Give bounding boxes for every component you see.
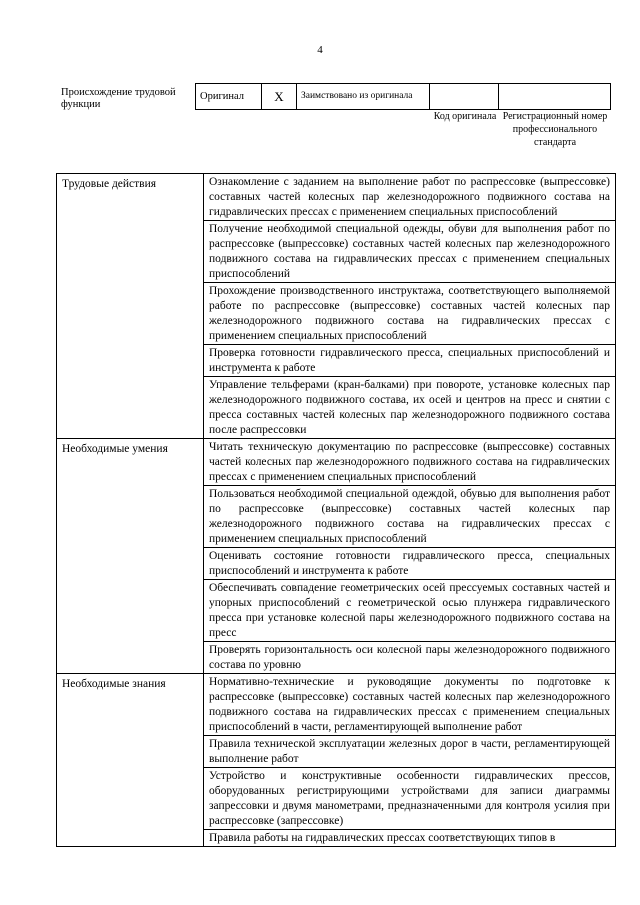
code-original-label: Код оригинала: [433, 111, 497, 122]
section-title: Необходимые умения: [57, 439, 204, 674]
list-item: Прохождение производственного инструктажа, соответствующего выполняемой работе по распрессовке (выпрессовке) составных частей колесных пар железнодорожного подвижного состава на гидравлических прессах с применением специальных приспособлений: [204, 283, 615, 345]
origin-label: Происхождение трудовой функции: [61, 87, 176, 110]
list-item: Проверка готовности гидравлического пресса, специальных приспособлений и инструмента к работе: [204, 345, 615, 377]
section-title: Трудовые действия: [57, 174, 204, 439]
section-row: [57, 439, 616, 674]
list-item: Нормативно-технические и руководящие документы по подготовке к распрессовке (выпрессовке) составных частей колесных пар железнодорожного подвижного состава на гидравлических прессах с применением специальных приспособлений в части, регламентирующей выполнение работ: [204, 674, 615, 736]
list-item: Устройство и конструктивные особенности гидравлических прессов, оборудованных регистрирующими устройствами для записи диаграммы запрессовки и двумя манометрами, предназначенными для контроля усилия при распрессовке (запрессовке): [204, 768, 615, 830]
list-item: Проверять горизонтальность оси колесной пары железнодорожного подвижного состава по уровню: [209, 644, 610, 671]
section-row: [57, 174, 616, 439]
list-item: Правила технической эксплуатации железных дорог в части, регламентирующей выполнение работ: [204, 736, 615, 768]
code-cell: [430, 84, 499, 110]
list-item: Управление тельферами (кран-балками) при повороте, установке колесных пар железнодорожного подвижного состава, их осей и центров на пресс и снятии с пресса составных частей колесных пар железнодорожного подвижного состава после распрессовки: [209, 379, 610, 436]
section-items: [204, 174, 616, 439]
list-item: Ознакомление с заданием на выполнение работ по распрессовке (выпрессовке) составных частей колесных пар железнодорожного подвижного состава на гидравлических прессах с применением специальных приспособлений: [204, 174, 615, 221]
original-mark: X: [262, 84, 297, 110]
section-items: [204, 674, 616, 847]
list-item: Правила работы на гидравлических прессах соответствующих типов в: [209, 832, 556, 844]
labor-functions-table: [56, 173, 616, 847]
borrowed-label: Заимствовано из оригинала: [297, 84, 430, 110]
original-label: Оригинал: [196, 84, 262, 110]
list-item: Оценивать состояние готовности гидравлического пресса, специальных приспособлений и инструмента к работе: [204, 548, 615, 580]
reg-number-cell: [499, 84, 611, 110]
list-item: Пользоваться необходимой специальной одеждой, обувью для выполнения работ по распрессовке (выпрессовке) составных частей колесных пар железнодорожного подвижного состава на гидравлических прессах с применением специальных приспособлений: [204, 486, 615, 548]
list-item: Читать техническую документацию по распрессовке (выпрессовке) составных частей колесных пар железнодорожного подвижного состава на гидравлических прессах с применением специальных приспособлений: [204, 439, 615, 486]
origin-table: [195, 83, 611, 110]
section-row: [57, 674, 616, 847]
reg-number-label: Регистрационный номер профессионального стандарта: [502, 111, 608, 148]
list-item: Обеспечивать совпадение геометрических осей прессуемых составных частей и упорных приспособлений с геометрической осью плунжера гидравлического пресса при установке колесной пары железнодорожного подвижного состава на пресс: [204, 580, 615, 642]
section-title: Необходимые знания: [57, 674, 204, 847]
page-number: 4: [317, 44, 323, 56]
list-item: Получение необходимой специальной одежды, обуви для выполнения работ по распрессовке (выпрессовке) составных частей колесных пар железнодорожного подвижного состава на гидравлических прессах с применением специальных приспособлений: [204, 221, 615, 283]
section-items: [204, 439, 616, 674]
